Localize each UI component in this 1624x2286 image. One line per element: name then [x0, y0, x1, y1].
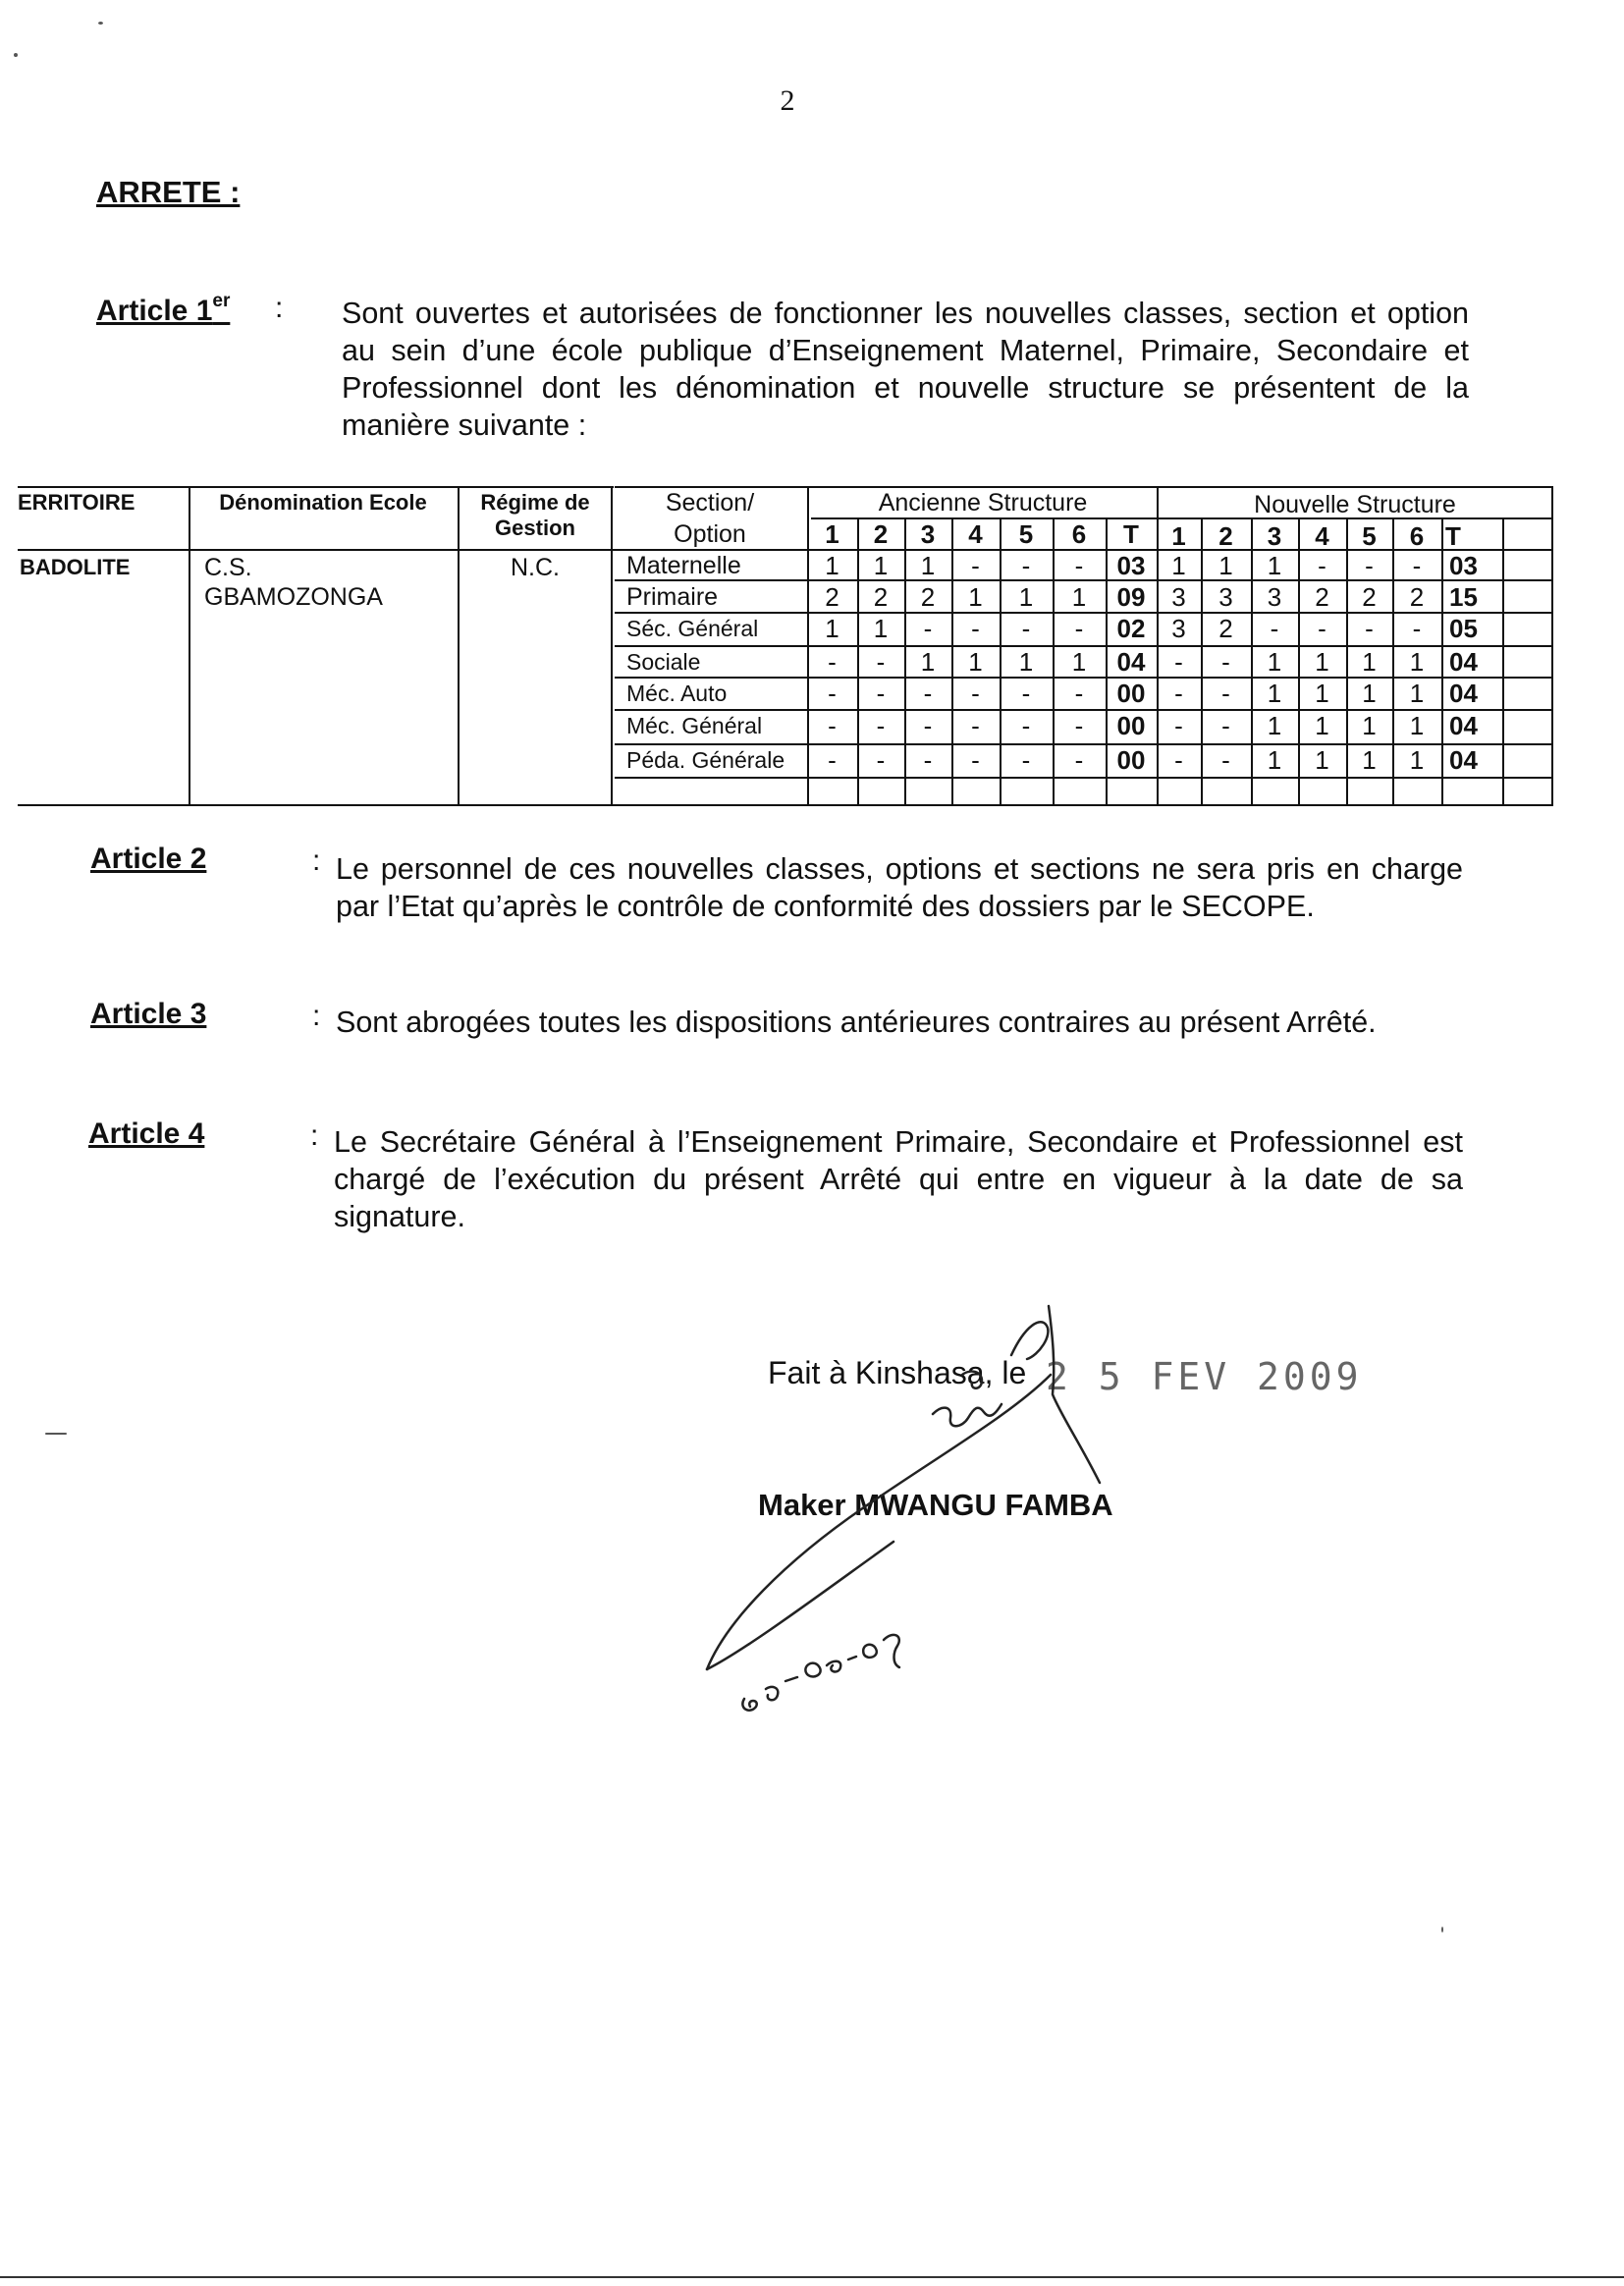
- nouvelle-value: 04: [1449, 745, 1478, 775]
- date-stamp: 2 5 FEV 2009: [1046, 1355, 1363, 1398]
- table-rule: [18, 804, 1551, 806]
- ancienne-value: 1: [873, 614, 889, 643]
- nouvelle-value: -: [1221, 679, 1230, 708]
- scan-speck: [45, 1433, 67, 1435]
- ancienne-value: -: [1074, 679, 1084, 708]
- header-nouvelle: Nouvelle Structure: [1254, 491, 1456, 518]
- ancienne-value: -: [971, 745, 980, 775]
- option-cell: Primaire: [626, 583, 719, 611]
- nouvelle-value: 1: [1267, 551, 1282, 580]
- signature-place: Fait à Kinshasa, le: [768, 1355, 1027, 1390]
- ancienne-value: -: [1074, 614, 1084, 643]
- header-territoire: ERRITOIRE: [18, 490, 135, 515]
- header-ancienne: Ancienne Structure: [878, 489, 1088, 517]
- ancienne-value: -: [923, 711, 933, 740]
- scan-speck: [14, 53, 18, 57]
- ancienne-value: 2: [920, 582, 936, 612]
- nouvelle-value: 1: [1267, 647, 1282, 677]
- nouvelle-value: 2: [1362, 582, 1377, 612]
- nouvelle-value: -: [1270, 614, 1279, 643]
- ancienne-value: 02: [1116, 614, 1146, 643]
- ancienne-value: -: [828, 679, 837, 708]
- ancienne-value: 1: [1071, 582, 1087, 612]
- nouvelle-value: 1: [1267, 745, 1282, 775]
- article-1-text: Sont ouvertes et autorisées de fonctionner les nouvelles classes, section et option au sein d’une école publique d’Enseignement Maternel, Primaire, Secondaire et Professionnel dont les dénomination et nouvelle structure se présentent de la manière suivante :: [342, 297, 1469, 442]
- nouvelle-value: 1: [1267, 711, 1282, 740]
- header-nouvelle-col: 3: [1267, 521, 1282, 551]
- header-ancienne-col: 5: [1018, 519, 1034, 549]
- ancienne-value: 1: [968, 647, 983, 677]
- ancienne-value: -: [876, 745, 886, 775]
- territoire-cell: BADOLITE: [20, 555, 131, 579]
- nouvelle-value: -: [1221, 745, 1230, 775]
- ancienne-value: -: [1021, 711, 1031, 740]
- ancienne-value: 1: [825, 614, 839, 643]
- ancienne-value: -: [1021, 745, 1031, 775]
- header-denomination: Dénomination Ecole: [219, 490, 427, 515]
- nouvelle-value: 1: [1267, 679, 1282, 708]
- page-number: 2: [780, 84, 795, 117]
- nouvelle-value: 3: [1171, 614, 1186, 643]
- ancienne-value: 1: [1071, 647, 1087, 677]
- nouvelle-value: 3: [1267, 582, 1282, 612]
- scan-speck: [98, 22, 103, 25]
- ancienne-value: 2: [825, 582, 839, 612]
- header-nouvelle-col: 2: [1218, 521, 1233, 551]
- page-bottom-rule: [0, 2276, 1624, 2278]
- header-nouvelle-col: 5: [1362, 521, 1377, 551]
- ancienne-value: 1: [1018, 647, 1034, 677]
- nouvelle-value: 2: [1315, 582, 1329, 612]
- ancienne-value: 2: [873, 582, 889, 612]
- ancienne-value: -: [1021, 679, 1031, 708]
- option-cell: Méc. Général: [626, 713, 763, 738]
- ancienne-value: 03: [1116, 551, 1146, 580]
- nouvelle-value: -: [1318, 551, 1326, 580]
- nouvelle-value: 04: [1449, 647, 1478, 677]
- nouvelle-value: 1: [1315, 679, 1329, 708]
- option-cell: Sociale: [626, 649, 701, 675]
- header-ancienne-col: 6: [1071, 519, 1087, 549]
- table-rule: [189, 486, 190, 806]
- nouvelle-value: 1: [1409, 647, 1425, 677]
- nouvelle-value: 1: [1362, 745, 1377, 775]
- nouvelle-value: 1: [1218, 551, 1233, 580]
- header-regime: Régime de: [480, 490, 590, 515]
- ancienne-value: -: [876, 711, 886, 740]
- nouvelle-value: 03: [1449, 551, 1478, 580]
- option-cell: Maternelle: [626, 552, 741, 579]
- ancienne-value: 1: [825, 551, 839, 580]
- header-ancienne-col: 4: [968, 519, 983, 549]
- article-4-colon: :: [310, 1119, 319, 1152]
- ancienne-value: -: [828, 647, 837, 677]
- article-3-text: Sont abrogées toutes les dispositions antérieures contraires au présent Arrêté.: [336, 1006, 1377, 1039]
- header-ancienne-col: 1: [825, 519, 839, 549]
- ancienne-value: -: [971, 679, 980, 708]
- regime-cell: N.C.: [511, 554, 560, 581]
- nouvelle-value: 1: [1315, 647, 1329, 677]
- header-ancienne-col: 2: [873, 519, 889, 549]
- nouvelle-value: -: [1412, 551, 1422, 580]
- nouvelle-value: -: [1221, 647, 1230, 677]
- denomination-cell: C.S.: [204, 554, 252, 581]
- table-rule: [1441, 517, 1443, 806]
- article-1-label: Article 1er: [96, 291, 231, 327]
- article-3-label: Article 3: [90, 998, 207, 1030]
- ancienne-value: 00: [1116, 679, 1146, 708]
- ancienne-value: -: [1021, 614, 1031, 643]
- table-rule: [615, 777, 1551, 779]
- option-cell: Péda. Générale: [626, 747, 785, 773]
- ancienne-value: -: [876, 679, 886, 708]
- nouvelle-value: 05: [1449, 614, 1478, 643]
- scan-speck: [1441, 1927, 1443, 1932]
- header-ancienne-col: T: [1123, 519, 1139, 549]
- option-cell: Séc. Général: [626, 616, 759, 641]
- ancienne-value: -: [1074, 745, 1084, 775]
- nouvelle-value: -: [1174, 745, 1183, 775]
- ancienne-value: 04: [1116, 647, 1146, 677]
- ancienne-value: 1: [1018, 582, 1034, 612]
- ancienne-value: -: [1074, 551, 1084, 580]
- header-nouvelle-col: 1: [1171, 521, 1186, 551]
- article-4-text: Le Secrétaire Général à l’Enseignement Primaire, Secondaire et Professionnel est chargé de l’exécution du présent Arrêté qui entre en vigueur à la date de sa signature.: [334, 1125, 1463, 1233]
- ancienne-value: -: [1021, 551, 1031, 580]
- nouvelle-value: 3: [1218, 582, 1233, 612]
- ancienne-value: -: [1074, 711, 1084, 740]
- option-cell: Méc. Auto: [626, 680, 728, 706]
- nouvelle-value: -: [1174, 679, 1183, 708]
- denomination-cell: GBAMOZONGA: [204, 583, 383, 611]
- nouvelle-value: 2: [1218, 614, 1233, 643]
- signatory-name: Maker MWANGU FAMBA: [758, 1488, 1113, 1522]
- nouvelle-value: 1: [1362, 647, 1377, 677]
- ancienne-value: 00: [1116, 711, 1146, 740]
- nouvelle-value: 1: [1315, 745, 1329, 775]
- header-regime: Gestion: [495, 516, 575, 540]
- article-1-colon: :: [275, 292, 284, 324]
- header-ancienne-col: 3: [920, 519, 936, 549]
- article-3-colon: :: [312, 1000, 321, 1032]
- nouvelle-value: 1: [1171, 551, 1186, 580]
- ancienne-value: -: [828, 711, 837, 740]
- ancienne-value: 1: [873, 551, 889, 580]
- nouvelle-value: 04: [1449, 711, 1478, 740]
- ancienne-value: -: [971, 551, 980, 580]
- nouvelle-value: 1: [1409, 679, 1425, 708]
- nouvelle-value: -: [1412, 614, 1422, 643]
- header-nouvelle-col: 4: [1315, 521, 1329, 551]
- nouvelle-value: 3: [1171, 582, 1186, 612]
- structure-table: [18, 486, 1551, 806]
- nouvelle-value: 04: [1449, 679, 1478, 708]
- nouvelle-value: 15: [1449, 582, 1478, 612]
- ancienne-value: 00: [1116, 745, 1146, 775]
- nouvelle-value: -: [1221, 711, 1230, 740]
- header-nouvelle-col: 6: [1409, 521, 1425, 551]
- nouvelle-value: -: [1365, 614, 1374, 643]
- ancienne-value: -: [923, 614, 933, 643]
- nouvelle-value: -: [1174, 711, 1183, 740]
- ancienne-value: -: [923, 745, 933, 775]
- nouvelle-value: 1: [1362, 711, 1377, 740]
- ancienne-value: 09: [1116, 582, 1146, 612]
- header-section: Section/: [665, 489, 755, 517]
- nouvelle-value: 1: [1409, 711, 1425, 740]
- nouvelle-value: 2: [1409, 582, 1425, 612]
- ancienne-value: 1: [920, 647, 936, 677]
- article-2-colon: :: [312, 844, 321, 877]
- nouvelle-value: -: [1174, 647, 1183, 677]
- article-2-text: Le personnel de ces nouvelles classes, options et sections ne sera pris en charge par l’Etat qu’après le contrôle de conformité des dossiers par le SECOPE.: [336, 852, 1463, 923]
- header-section: Option: [674, 520, 746, 548]
- ancienne-value: 1: [920, 551, 936, 580]
- ancienne-value: -: [828, 745, 837, 775]
- nouvelle-value: -: [1318, 614, 1326, 643]
- article-4-label: Article 4: [88, 1117, 205, 1150]
- nouvelle-value: 1: [1362, 679, 1377, 708]
- header-nouvelle-col: T: [1445, 521, 1461, 551]
- ancienne-value: -: [876, 647, 886, 677]
- decree-heading: ARRETE :: [96, 175, 241, 209]
- nouvelle-value: 1: [1409, 745, 1425, 775]
- article-2-label: Article 2: [90, 843, 207, 875]
- handwritten-signature: [687, 1296, 1237, 1748]
- ancienne-value: -: [923, 679, 933, 708]
- ancienne-value: -: [971, 614, 980, 643]
- nouvelle-value: 1: [1315, 711, 1329, 740]
- ancienne-value: 1: [968, 582, 983, 612]
- nouvelle-value: -: [1365, 551, 1374, 580]
- ancienne-value: -: [971, 711, 980, 740]
